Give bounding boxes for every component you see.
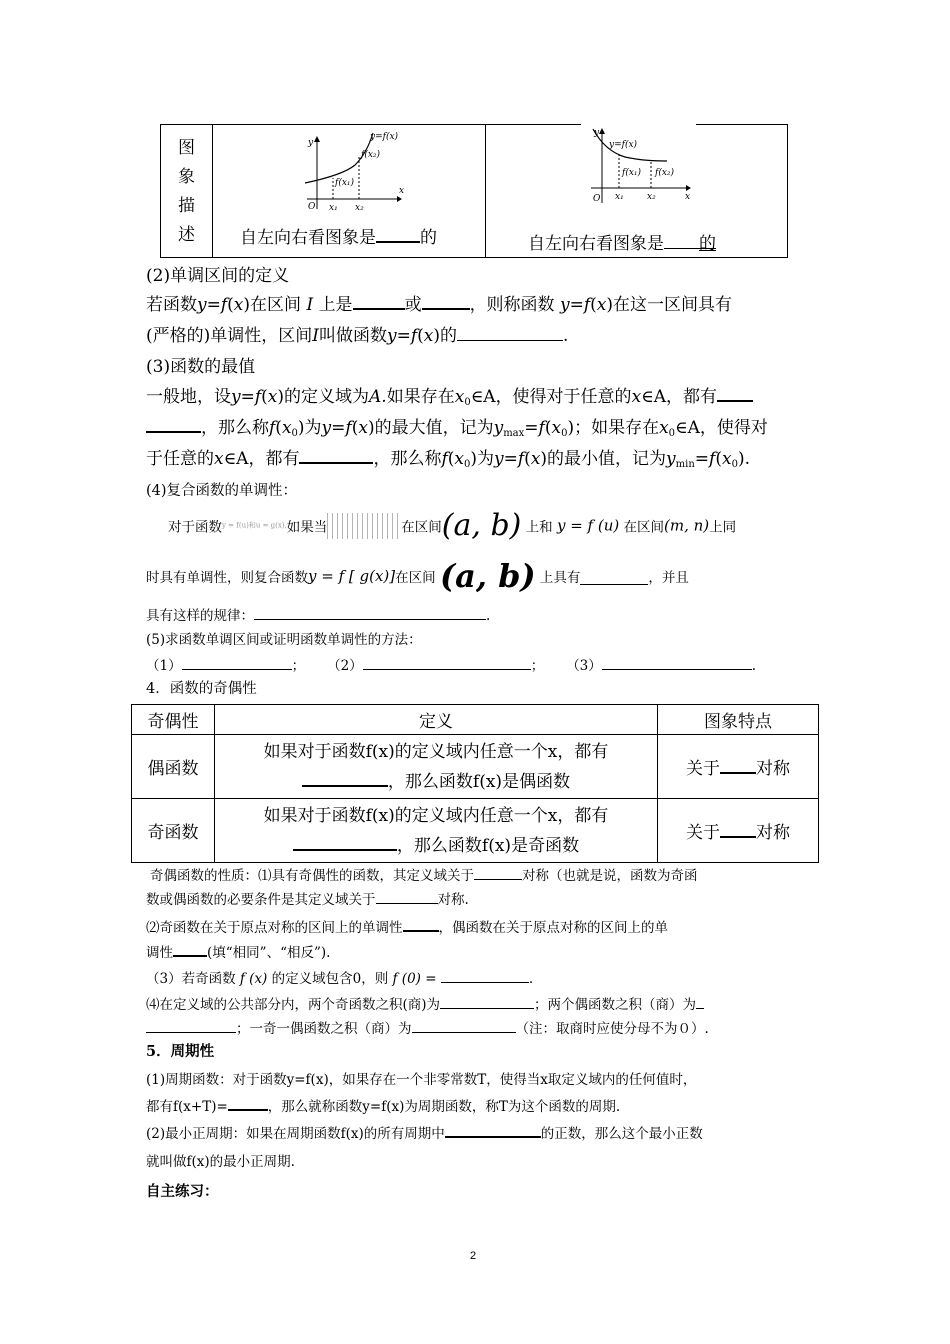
dec-f2-label: f(x₂) (655, 168, 675, 178)
dec-x-axis-label: x (685, 192, 691, 202)
blank[interactable] (299, 445, 373, 464)
increasing-graph (295, 127, 405, 212)
garbled-formula (327, 513, 401, 539)
even-definition: 如果对于函数f(x)的定义域内任意一个x，都有 ，那么函数f(x)是偶函数 (215, 735, 658, 799)
blank[interactable] (720, 755, 756, 774)
page-number: 2 (470, 1250, 477, 1262)
even-name: 偶函数 (132, 735, 215, 799)
s2-line1: 若函数y=f(x)在区间 I 上是 或 ，则称函数 y=f(x)在这一区间具有 (146, 290, 732, 315)
sec4-title: 4．函数的奇偶性 (146, 681, 257, 697)
s4-line3: 具有这样的规律： . (146, 602, 490, 624)
practice-title: 自主练习： (146, 1183, 219, 1200)
prop4-line1: ⑷在定义域的公共部分内，两个奇函数之积(商)为 ；两个偶函数之积（商）为 (146, 993, 704, 1013)
sec5-line2: 都有f(x+T)= ，那么就称函数y=f(x)为周期函数，称T为这个函数的周期. (146, 1095, 620, 1115)
graph-table (160, 124, 788, 258)
header-feature: 图象特点 (658, 705, 819, 735)
odd-name: 奇函数 (132, 799, 215, 863)
table-row (132, 799, 819, 863)
row-header-char: 象 (178, 167, 195, 187)
prop4-line2: ；一奇一偶函数之积（商）为 （注：取商时应使分母不为０）. (146, 1017, 709, 1037)
blank[interactable] (717, 383, 753, 402)
inc-blank[interactable] (376, 224, 420, 243)
dec-y-axis-label: y (594, 128, 600, 138)
blank[interactable] (376, 889, 438, 904)
blank[interactable] (412, 1018, 516, 1033)
blank[interactable] (173, 941, 207, 957)
blank[interactable] (440, 994, 534, 1009)
sec5-line3: (2)最小正周期：如果在周期函数f(x)的所有周期中 的正数，那么这个最小正数 (146, 1122, 703, 1142)
table-row (132, 735, 819, 799)
dec-x2-label: x₂ (647, 192, 656, 202)
sec5-title: 5．周期性 (146, 1043, 215, 1060)
header-definition: 定义 (215, 705, 658, 735)
decreasing-graph (581, 125, 701, 220)
blank[interactable] (254, 602, 486, 620)
inc-f2-label: f(x₂) (361, 150, 381, 160)
dec-origin-label: O (593, 194, 601, 204)
blank[interactable] (696, 994, 704, 1009)
s4-title: (4)复合函数的单调性： (146, 483, 298, 499)
prop2-line2: 调性 (填“相同”、“相反”). (146, 941, 330, 961)
s3-line3: 于任意的x∈A，都有 ，那么称$f(x_0)$为y=f(x)的最小值，记为$y_{min}=f(x_0)$. (146, 444, 750, 470)
even-feature: 关于 对称 (658, 735, 819, 799)
blank[interactable] (422, 291, 470, 310)
inc-x1-label: x₁ (329, 203, 338, 212)
inc-caption: 自左向右看图象是 的 (240, 223, 437, 248)
blank[interactable] (302, 768, 388, 787)
prop1-line1: 奇偶函数的性质：⑴具有奇偶性的函数，其定义域关于 对称（也就是说，函数为奇函 (150, 864, 698, 884)
s2-line2: (严格的)单调性，区间I叫做函数y=f(x)的 . (146, 321, 568, 346)
s4-line1: 对于函数y = f(u)和u = g(x),如果当 在区间(a, b) 上和 y = f (u) 在区间(m, n)上同 (168, 508, 737, 543)
row-header-char: 述 (178, 225, 195, 245)
s5-methods: （1） ； （2） ； （3） . (146, 654, 756, 674)
sec5-line4: 就叫做f(x)的最小正周期. (146, 1154, 295, 1170)
dec-curve-label: y=f(x) (609, 140, 638, 150)
header-parity: 奇偶性 (132, 705, 215, 735)
blank[interactable] (580, 567, 648, 585)
dec-f1-label: f(x₁) (622, 168, 642, 178)
blank[interactable] (403, 916, 439, 932)
blank[interactable] (363, 655, 531, 670)
inc-x-axis-label: x (399, 186, 405, 196)
prop3: （3）若奇函数 f (x) 的定义域包含0，则 f (0) = . (146, 967, 533, 987)
inc-curve-label: y=f(x) (370, 132, 399, 142)
row-header-cell (161, 125, 213, 257)
row-header-char: 图 (178, 138, 195, 158)
sec5-line1: (1)周期函数：对于函数y=f(x)，如果存在一个非零常数T，使得当x取定义域内的任何值时， (146, 1072, 697, 1088)
inc-f1-label: f(x₁) (335, 178, 355, 188)
row-header-char: 描 (178, 196, 195, 216)
increasing-cell (213, 125, 486, 257)
prop1-line2: 数或偶函数的必要条件是其定义域关于 对称. (146, 888, 469, 908)
dec-x1-label: x₁ (615, 192, 624, 202)
prop2-line1: ⑵奇函数在关于原点对称的区间上的单调性 ，偶函数在关于原点对称的区间上的单 (146, 916, 668, 936)
inc-y-axis-label: y (308, 138, 314, 148)
blank[interactable] (457, 323, 563, 341)
s3-title: (3)函数的最值 (146, 357, 256, 377)
blank[interactable] (602, 655, 752, 670)
blank[interactable] (146, 1018, 236, 1033)
blank[interactable] (445, 1122, 541, 1138)
blank[interactable] (146, 414, 201, 433)
blank[interactable] (720, 819, 756, 838)
odd-definition: 如果对于函数f(x)的定义域内任意一个x，都有 ，那么函数f(x)是奇函数 (215, 799, 658, 863)
blank[interactable] (441, 968, 529, 983)
decreasing-cell (486, 125, 787, 257)
inc-x2-label: x₂ (355, 203, 364, 212)
s2-title: (2)单调区间的定义 (146, 266, 290, 286)
odd-feature: 关于 对称 (658, 799, 819, 863)
blank[interactable] (228, 1095, 268, 1111)
blank[interactable] (182, 655, 292, 670)
blank[interactable] (353, 291, 405, 310)
s4-line2: 时具有单调性，则复合函数y = f [ g(x)]在区间 (a, b) 上具有 ，并且 (146, 557, 689, 595)
s3-line2: ，那么称$f(x_0)$为y=f(x)的最大值，记为$y_{max}=f(x_0)$；如果存在$x_0\in A$，使得对 (146, 413, 768, 439)
parity-table (131, 704, 819, 863)
blank[interactable] (293, 832, 397, 851)
s3-line1: 一般地，设y=f(x)的定义域为A.如果存在$x_0\in A$，使得对于任意的x∈A，都有 (146, 382, 753, 408)
blank[interactable] (474, 865, 522, 880)
inc-origin-label: O (308, 202, 316, 212)
s5-title: (5)求函数单调区间或证明函数单调性的方法： (146, 632, 422, 648)
dec-caption: 自左向右看图象是 的 (528, 229, 716, 254)
